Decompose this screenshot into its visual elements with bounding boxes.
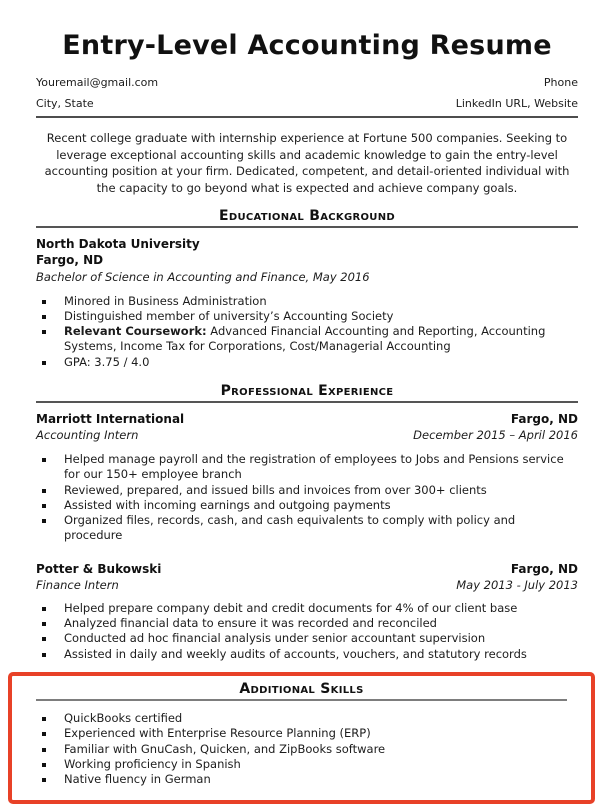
education-entry [36,237,578,370]
bullet-marker [42,504,46,508]
job-bullet-text: Assisted in daily and weekly audits of accounts, vouchers, and statutory records [64,646,527,661]
list-item [36,711,567,726]
list-item [36,601,578,616]
contact-block [36,72,578,114]
list-item [36,647,578,662]
skills-section [36,682,567,787]
education-bullet-text: GPA: 3.75 / 4.0 [64,354,150,369]
education-divider [36,226,578,228]
list-item [36,483,578,498]
list-item [36,324,578,355]
bullet-marker [42,300,46,304]
experience-divider [36,401,578,403]
job-entry-potter [36,562,578,662]
job-entry-marriott [36,412,578,544]
job-bullet-text: Reviewed, prepared, and issued bills and invoices from over 300+ clients [64,482,487,497]
skill-bullet-text: Working proficiency in Spanish [64,756,241,771]
job-role-row [36,578,578,594]
bullet-marker [42,315,46,319]
job-header-row [36,562,578,578]
job-bullet-text: Organized files, records, cash, and cash equivalents to comply with policy and procedure [64,513,516,543]
job-bullet-text: Helped prepare company debit and credit documents for 4% of our client base [64,600,518,615]
school-location: Fargo, ND [36,252,104,267]
bullet-marker [42,330,46,334]
skills-bullet-list [36,711,567,787]
list-item [36,452,578,483]
education-bullet-list [36,294,578,370]
skill-bullet-text: Familiar with GnuCash, Quicken, and ZipBooks software [64,741,386,756]
section-title-skills: Additional Skills [239,680,364,697]
education-location-row [36,253,578,269]
skill-bullet-text: Native fluency in German [64,772,211,787]
section-title-education: Educational Background [219,208,395,224]
job-bullet-text: Analyzed financial data to ensure it was recorded and reconciled [64,616,437,631]
list-item [36,742,567,757]
job-bullet-list [36,601,578,662]
contact-email: Youremail@gmail.com [36,76,159,89]
list-item [36,513,578,544]
education-school-row [36,237,578,253]
job-bullet-text: Helped manage payroll and the registration of employees to Jobs and Pensions service for our 150+ employee branch [64,451,564,482]
bullet-marker [42,717,46,721]
job-role: Finance Intern [36,578,119,593]
bullet-marker [42,458,46,462]
contact-divider [36,116,578,118]
list-item [36,772,567,787]
company-location: Fargo, ND [510,411,578,426]
job-bullet-text: Assisted with incoming earnings and outgoing payments [64,497,391,512]
company-name: Potter & Bukowski [36,561,162,576]
list-item [36,355,578,370]
summary-paragraph: Recent college graduate with internship experience at Fortune 500 companies. Seeking to leverage exceptional accounting skills and academic knowledge to gain the entry-level accounting position at your firm. Dedicated, competent, and detail-oriented individual with the capacity to go beyond what is expected and achieve company goals. [44,131,570,195]
page-title: Entry-Level Accounting Resume [62,30,552,61]
job-header-row [36,412,578,428]
job-role-row [36,428,578,444]
company-location: Fargo, ND [510,561,578,576]
list-item [36,309,578,324]
contact-city-state: City, State [36,97,94,110]
skills-highlight-box [8,672,595,804]
skill-bullet-text: Experienced with Enterprise Resource Planning (ERP) [64,726,371,741]
degree-line: Bachelor of Science in Accounting and Finance, May 2016 [36,270,370,284]
job-dates: May 2013 - July 2013 [456,578,578,593]
school-name: North Dakota University [36,237,200,251]
list-item [36,294,578,309]
education-bullet-text: Distinguished member of university’s Accounting Society [64,308,394,323]
bullet-marker [42,637,46,641]
job-dates: December 2015 – April 2016 [413,428,578,443]
bullet-marker [42,622,46,626]
list-item [36,616,578,631]
job-role: Accounting Intern [36,428,139,443]
contact-row-1 [36,72,578,93]
bullet-marker [42,361,46,365]
bullet-marker [42,653,46,657]
bullet-marker [42,489,46,493]
bullet-marker [42,519,46,523]
bullet-marker [42,778,46,782]
skill-bullet-text: QuickBooks certified [64,710,183,725]
education-bullet-text: Minored in Business Administration [64,293,267,308]
job-bullet-list [36,452,578,544]
list-item [36,498,578,513]
company-name: Marriott International [36,411,185,426]
contact-phone: Phone [543,76,578,89]
education-bullet-text: Relevant Coursework: Advanced Financial Accounting and Reporting, Accounting Systems, Income Tax for Corporations, Cost/Managerial Accounting [64,324,546,354]
bullet-marker [42,607,46,611]
bullet-marker [42,732,46,736]
list-item [36,726,567,741]
contact-row-2 [36,93,578,114]
contact-linkedin-website: LinkedIn URL, Website [455,97,578,110]
skills-divider [36,699,567,701]
list-item [36,757,567,772]
job-bullet-text: Conducted ad hoc financial analysis under senior accountant supervision [64,631,486,646]
bullet-marker [42,748,46,752]
section-title-experience: Professional Experience [220,382,394,399]
bullet-marker [42,763,46,767]
list-item [36,631,578,646]
